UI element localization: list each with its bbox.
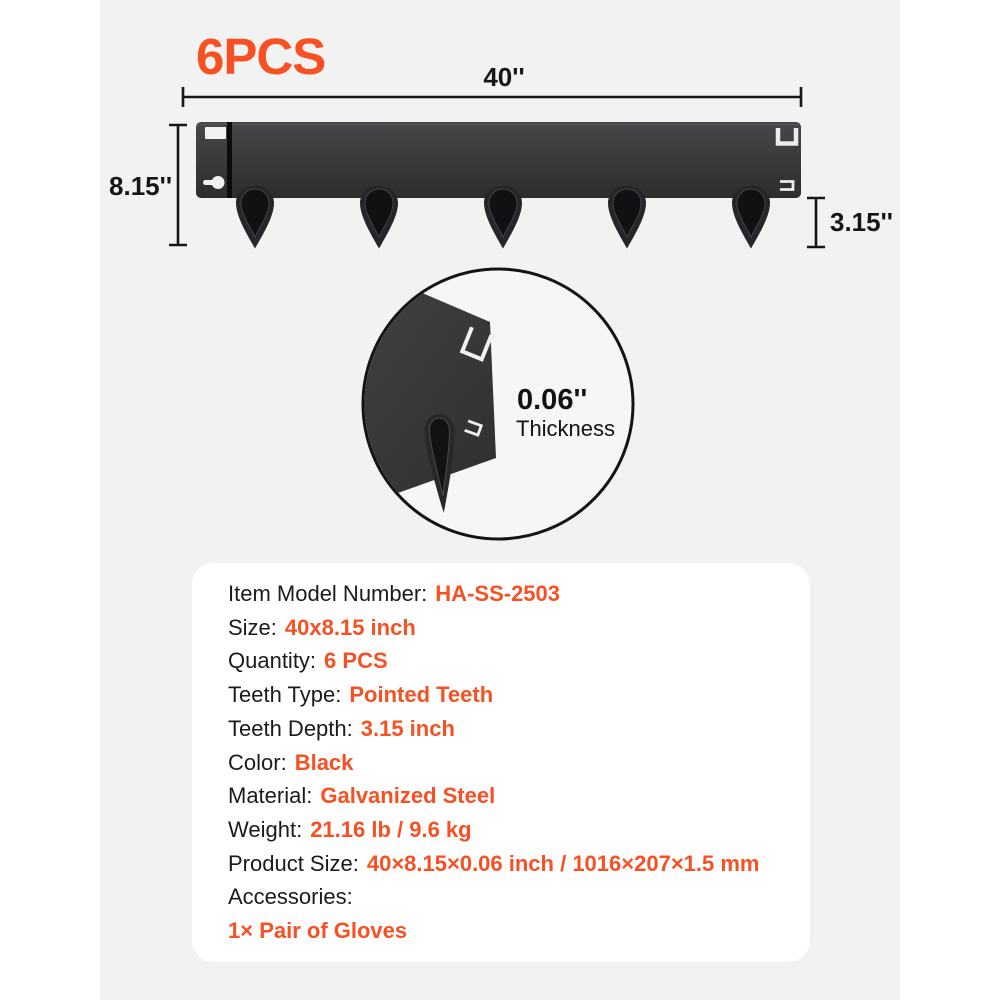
teeth-depth-dimension <box>807 198 825 247</box>
spec-value: Galvanized Steel <box>320 783 496 809</box>
spec-value: 1× Pair of Gloves <box>228 918 408 944</box>
spec-label: Size: <box>228 614 277 640</box>
spec-value: Pointed Teeth <box>349 682 494 708</box>
mounting-slot-left <box>205 127 226 139</box>
spec-label: Item Model Number: <box>228 581 428 606</box>
spec-row <box>228 847 790 881</box>
spec-row <box>228 880 790 914</box>
spec-row <box>228 914 790 948</box>
spec-row <box>228 813 790 847</box>
quantity-heading: 6PCS <box>196 28 326 85</box>
thickness-detail-circle <box>330 269 633 539</box>
spec-label: Color: <box>228 749 287 775</box>
spec-row <box>228 779 790 813</box>
spec-label: Product Size: <box>228 850 359 876</box>
spec-label: Quantity: <box>228 648 317 674</box>
edging-strip-illustration <box>196 122 801 249</box>
spec-label: Teeth Depth: <box>228 715 353 741</box>
stake-tooth <box>608 186 646 249</box>
spec-value: Black <box>294 749 354 775</box>
stake-tooth <box>236 186 274 249</box>
spec-row <box>228 577 790 611</box>
width-dimension-label: 40'' <box>483 62 525 92</box>
spec-label: Accessories: <box>228 884 353 910</box>
stake-tooth <box>732 186 770 249</box>
spec-value: 40×8.15×0.06 inch / 1016×207×1.5 mm <box>366 850 760 876</box>
spec-value: 21.16 lb / 9.6 kg <box>310 816 472 842</box>
spec-card <box>192 563 810 962</box>
spec-label: Weight: <box>228 816 303 842</box>
strip-seam <box>227 122 232 198</box>
dimension-diagram <box>100 0 900 560</box>
spec-value: HA-SS-2503 <box>435 581 561 606</box>
spec-row <box>228 678 790 712</box>
spec-value: 3.15 inch <box>360 715 455 741</box>
spec-label: Teeth Type: <box>228 682 342 708</box>
thickness-label: Thickness <box>516 416 616 441</box>
stake-tooth <box>360 186 398 249</box>
spec-row <box>228 712 790 746</box>
height-dimension-label: 8.15'' <box>109 171 172 201</box>
spec-label: Material: <box>228 783 313 809</box>
spec-row <box>228 746 790 780</box>
stake-tooth <box>484 186 522 249</box>
spec-value: 40x8.15 inch <box>284 614 416 640</box>
spec-row <box>228 611 790 645</box>
spec-row <box>228 644 790 678</box>
spec-value: 6 PCS <box>324 648 388 674</box>
thickness-value: 0.06'' <box>517 384 588 416</box>
teeth-depth-dimension-label: 3.15'' <box>830 207 893 237</box>
